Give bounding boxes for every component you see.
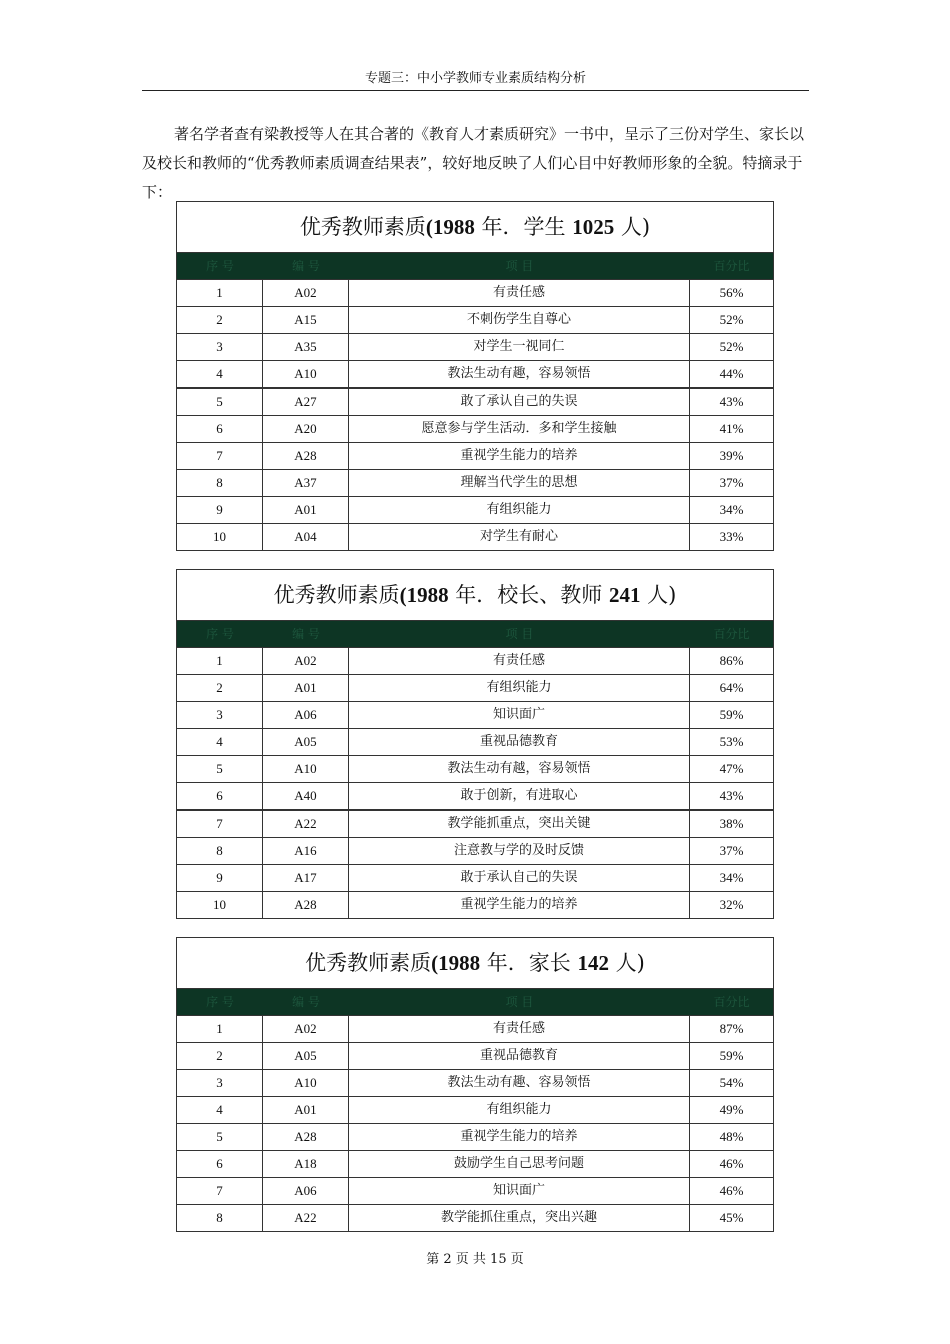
cell-item: 敢了承认自己的失误 (349, 389, 690, 415)
table-header-row (177, 253, 773, 279)
cell-no: 9 (177, 497, 263, 523)
cell-item: 不刺伤学生自尊心 (349, 307, 690, 333)
table-title (177, 570, 773, 621)
cell-item: 重视学生能力的培养 (349, 892, 690, 918)
column-header-percent: 百分比 (713, 259, 750, 273)
cell-no: 8 (177, 838, 263, 864)
table-row (177, 279, 773, 306)
cell-code: A06 (263, 1178, 349, 1204)
cell-item: 教学能抓住重点，突出兴趣 (349, 1205, 690, 1231)
cell-percent: 43% (719, 394, 744, 409)
cell-percent: 44% (719, 366, 744, 381)
cell-no: 7 (177, 811, 263, 837)
cell-no: 5 (177, 756, 263, 782)
cell-code: A20 (263, 416, 349, 442)
cell-no: 6 (177, 416, 263, 442)
table-row (177, 333, 773, 360)
column-header-no: 序 号 (206, 627, 234, 641)
table-title (177, 202, 773, 253)
cell-percent: 48% (719, 1129, 744, 1144)
survey-table-students (176, 201, 774, 551)
table-title (177, 938, 773, 989)
cell-no: 5 (177, 1124, 263, 1150)
cell-code: A06 (263, 702, 349, 728)
table-title-part: 人) (614, 215, 651, 239)
table-title-part: 年．校长、教师 (448, 583, 609, 607)
table-title-part: 年．学生 (474, 215, 573, 239)
cell-no: 1 (177, 648, 263, 674)
cell-no: 1 (177, 1016, 263, 1042)
cell-percent: 59% (719, 1048, 744, 1063)
cell-percent: 38% (719, 816, 744, 831)
column-header-code: 编 号 (292, 627, 320, 641)
table-title-part: 人) (640, 583, 677, 607)
cell-percent: 56% (719, 285, 744, 300)
table-title-part: 142 (577, 951, 609, 975)
table-row (177, 523, 773, 550)
cell-no: 6 (177, 1151, 263, 1177)
cell-code: A01 (263, 1097, 349, 1123)
table-row (177, 1015, 773, 1042)
cell-code: A28 (263, 443, 349, 469)
cell-code: A28 (263, 1124, 349, 1150)
cell-no: 2 (177, 307, 263, 333)
table-title-part: (1988 (431, 951, 481, 975)
cell-code: A05 (263, 1043, 349, 1069)
table-row (177, 782, 773, 809)
table-row (177, 728, 773, 755)
table-title-part: 1025 (572, 215, 615, 239)
table-header-row (177, 621, 773, 647)
cell-no: 9 (177, 865, 263, 891)
column-header-item: 项 目 (505, 995, 534, 1009)
cell-percent: 86% (719, 653, 744, 668)
cell-no: 7 (177, 1178, 263, 1204)
cell-code: A16 (263, 838, 349, 864)
cell-no: 8 (177, 470, 263, 496)
cell-percent: 45% (719, 1210, 744, 1225)
cell-item: 重视品德教育 (349, 1043, 690, 1069)
cell-code: A37 (263, 470, 349, 496)
table-row (177, 387, 773, 415)
cell-item: 重视品德教育 (349, 729, 690, 755)
table-row (177, 864, 773, 891)
table-title-part: 优秀教师素质 (273, 583, 400, 607)
table-row (177, 1123, 773, 1150)
cell-no: 6 (177, 783, 263, 809)
table-row (177, 1069, 773, 1096)
cell-item: 重视学生能力的培养 (349, 1124, 690, 1150)
cell-percent: 49% (719, 1102, 744, 1117)
column-header-no: 序 号 (206, 995, 234, 1009)
cell-code: A01 (263, 497, 349, 523)
table-title-part: 优秀教师素质 (305, 951, 432, 975)
cell-item: 有组织能力 (349, 675, 690, 701)
cell-percent: 59% (719, 707, 744, 722)
table-title-part: (1988 (425, 215, 475, 239)
cell-code: A15 (263, 307, 349, 333)
table-title-part: 241 (608, 583, 641, 607)
cell-percent: 46% (719, 1183, 744, 1198)
cell-percent: 32% (719, 897, 744, 912)
cell-code: A28 (263, 892, 349, 918)
table-row (177, 701, 773, 728)
intro-paragraph: 著名学者查有梁教授等人在其合著的《教育人才素质研究》一书中，呈示了三份对学生、家长以及校长和教师的“优秀教师素质调查结果表”，较好地反映了人们心目中好教师形象的全貌。特摘录于下： (142, 125, 805, 201)
cell-code: A10 (263, 756, 349, 782)
cell-item: 敢于创新，有进取心 (349, 783, 690, 809)
cell-code: A10 (263, 1070, 349, 1096)
table-row (177, 496, 773, 523)
cell-no: 3 (177, 334, 263, 360)
cell-item: 知识面广 (349, 702, 690, 728)
table-title-part: 年．家长 (480, 951, 578, 975)
cell-item: 愿意参与学生活动．多和学生接触 (349, 416, 690, 442)
cell-no: 2 (177, 675, 263, 701)
cell-item: 敢于承认自己的失误 (349, 865, 690, 891)
cell-no: 1 (177, 280, 263, 306)
cell-percent: 37% (719, 843, 744, 858)
cell-code: A02 (263, 280, 349, 306)
table-row (177, 1150, 773, 1177)
table-row (177, 442, 773, 469)
table-row (177, 1042, 773, 1069)
column-header-item: 项 目 (505, 259, 534, 273)
cell-percent: 53% (719, 734, 744, 749)
cell-percent: 41% (719, 421, 744, 436)
table-row (177, 1177, 773, 1204)
cell-code: A02 (263, 648, 349, 674)
cell-item: 注意教与学的及时反馈 (349, 838, 690, 864)
cell-item: 对学生一视同仁 (349, 334, 690, 360)
cell-code: A05 (263, 729, 349, 755)
cell-percent: 47% (719, 761, 744, 776)
cell-item: 有组织能力 (349, 497, 690, 523)
table-header-row (177, 989, 773, 1015)
cell-no: 4 (177, 361, 263, 387)
column-header-percent: 百分比 (713, 995, 750, 1009)
cell-no: 10 (177, 892, 263, 918)
cell-code: A17 (263, 865, 349, 891)
cell-code: A22 (263, 1205, 349, 1231)
table-title-part: (1988 (399, 583, 449, 607)
cell-item: 鼓励学生自己思考问题 (349, 1151, 690, 1177)
cell-item: 教法生动有趣、容易领悟 (349, 1070, 690, 1096)
survey-table-parents (176, 937, 774, 1232)
cell-percent: 46% (719, 1156, 744, 1171)
table-row (177, 891, 773, 918)
cell-percent: 64% (719, 680, 744, 695)
column-header-code: 编 号 (292, 259, 320, 273)
cell-no: 5 (177, 389, 263, 415)
table-row (177, 469, 773, 496)
cell-percent: 37% (719, 475, 744, 490)
table-row (177, 647, 773, 674)
cell-code: A22 (263, 811, 349, 837)
cell-code: A02 (263, 1016, 349, 1042)
table-row (177, 1204, 773, 1231)
cell-code: A35 (263, 334, 349, 360)
survey-table-principals-teachers (176, 569, 774, 919)
cell-item: 知识面广 (349, 1178, 690, 1204)
column-header-no: 序 号 (206, 259, 234, 273)
cell-item: 教学能抓重点，突出关键 (349, 811, 690, 837)
table-row (177, 809, 773, 837)
table-row (177, 360, 773, 387)
table-row (177, 415, 773, 442)
page-header: 专题三：中小学教师专业素质结构分析 (142, 68, 809, 91)
cell-percent: 43% (719, 788, 744, 803)
cell-percent: 34% (719, 502, 744, 517)
cell-item: 有组织能力 (349, 1097, 690, 1123)
table-row (177, 755, 773, 782)
cell-item: 重视学生能力的培养 (349, 443, 690, 469)
table-title-part: 人) (608, 951, 645, 975)
table-row (177, 1096, 773, 1123)
cell-code: A04 (263, 524, 349, 550)
column-header-percent: 百分比 (713, 627, 750, 641)
cell-percent: 87% (719, 1021, 744, 1036)
cell-no: 7 (177, 443, 263, 469)
cell-percent: 52% (719, 312, 744, 327)
cell-code: A01 (263, 675, 349, 701)
cell-percent: 33% (719, 529, 744, 544)
cell-code: A40 (263, 783, 349, 809)
cell-percent: 52% (719, 339, 744, 354)
cell-item: 有责任感 (349, 1016, 690, 1042)
cell-percent: 39% (719, 448, 744, 463)
cell-percent: 34% (719, 870, 744, 885)
cell-item: 教法生动有越，容易领悟 (349, 756, 690, 782)
cell-no: 8 (177, 1205, 263, 1231)
cell-item: 教法生动有趣，容易领悟 (349, 361, 690, 387)
column-header-code: 编 号 (292, 995, 320, 1009)
cell-code: A18 (263, 1151, 349, 1177)
cell-item: 有责任感 (349, 280, 690, 306)
cell-code: A27 (263, 389, 349, 415)
cell-no: 4 (177, 729, 263, 755)
cell-no: 10 (177, 524, 263, 550)
cell-item: 有责任感 (349, 648, 690, 674)
cell-no: 4 (177, 1097, 263, 1123)
table-title-part: 优秀教师素质 (299, 215, 426, 239)
cell-no: 3 (177, 702, 263, 728)
cell-no: 2 (177, 1043, 263, 1069)
page-footer: 第 2 页 共 15 页 (426, 1252, 524, 1267)
table-row (177, 674, 773, 701)
cell-code: A10 (263, 361, 349, 387)
cell-no: 3 (177, 1070, 263, 1096)
column-header-item: 项 目 (505, 627, 534, 641)
cell-percent: 54% (719, 1075, 744, 1090)
cell-item: 理解当代学生的思想 (349, 470, 690, 496)
table-row (177, 306, 773, 333)
cell-item: 对学生有耐心 (349, 524, 690, 550)
table-row (177, 837, 773, 864)
